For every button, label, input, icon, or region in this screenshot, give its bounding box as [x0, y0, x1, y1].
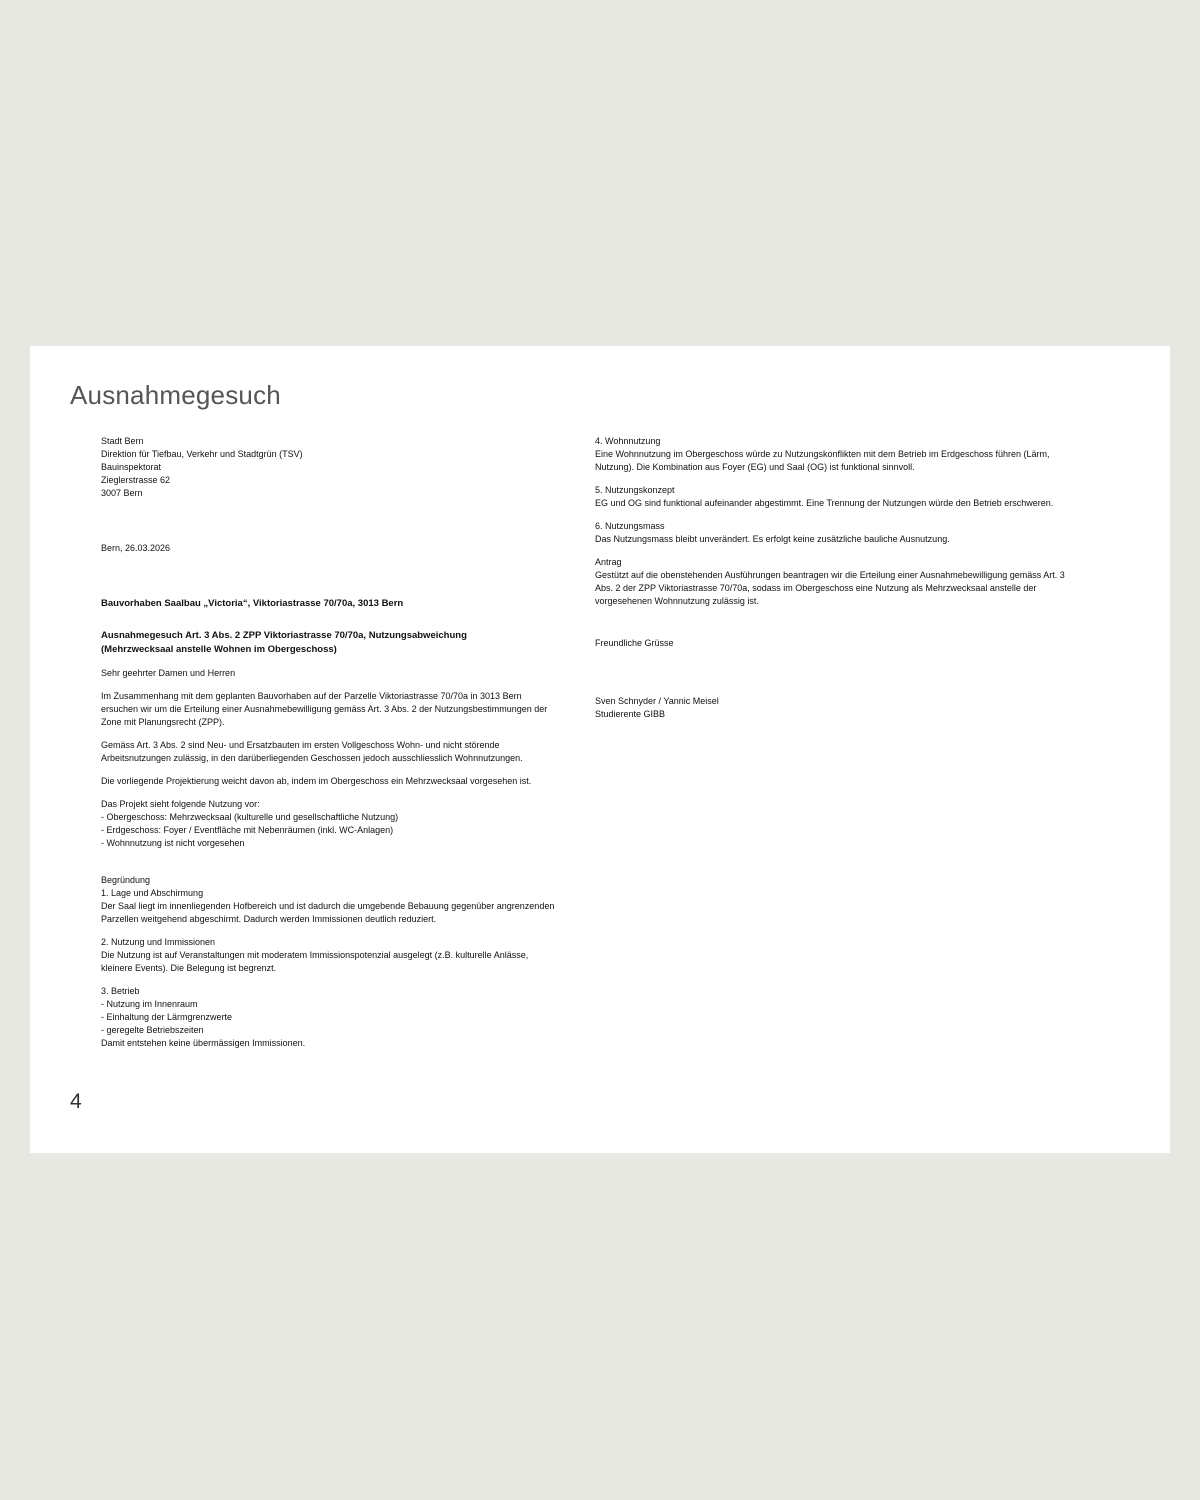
section-title: 2. Nutzung und Immissionen [101, 937, 216, 947]
page-number: 4 [70, 1090, 82, 1113]
signature [595, 695, 1065, 721]
request-subject-line-1: Ausnahmegesuch Art. 3 Abs. 2 ZPP Viktoriastrasse 70/70a, Nutzungsabweichung [101, 630, 467, 641]
request-subject [101, 629, 561, 657]
intro-paragraph-3: Die vorliegende Projektierung weicht davon ab, indem im Obergeschoss ein Mehrzwecksaal vorgesehen ist. [101, 776, 532, 786]
page-title: Ausnahmegesuch [70, 380, 281, 410]
address-line: Bauinspektorat [101, 462, 162, 472]
right-column [595, 435, 1065, 721]
signature-names: Sven Schnyder / Yannic Meisel [595, 696, 719, 706]
usage-list [101, 798, 561, 850]
usage-heading: Das Projekt sieht folgende Nutzung vor: [101, 799, 260, 809]
salutation: Sehr geehrter Damen und Herren [101, 668, 236, 678]
date-line: Bern, 26.03.2026 [101, 543, 171, 553]
request-section [595, 556, 1065, 608]
section-text: EG und OG sind funktional aufeinander abgestimmt. Eine Trennung der Nutzungen würde den Betrieb erschweren. [595, 498, 1054, 508]
justification-section-3 [101, 985, 561, 1050]
justification-section-5 [595, 484, 1065, 510]
request-title: Antrag [595, 557, 622, 567]
signature-role: Studierente GIBB [595, 709, 666, 719]
section-item: - Nutzung im Innenraum [101, 999, 198, 1009]
usage-item: - Wohnnutzung ist nicht vorgesehen [101, 838, 245, 848]
section-text: Eine Wohnnutzung im Obergeschoss würde zu Nutzungskonflikten mit dem Betrieb im Erdgeschoss führen (Lärm, Nutzung). Die Kombination aus Foyer (EG) und Saal (OG) ist funktional sinnvoll. [595, 449, 1050, 472]
recipient-address [101, 435, 561, 500]
justification-section-6 [595, 520, 1065, 546]
intro-paragraph-1: Im Zusammenhang mit dem geplanten Bauvorhaben auf der Parzelle Viktoriastrasse 70/70a in 3013 Bern ersuchen wir um die Erteilung einer Ausnahmebewilligung gemäss Art. 3 Abs. 2 der Nutzungsbestimmungen der Zone mit Planungsrecht (ZPP). [101, 691, 548, 727]
section-item: - geregelte Betriebszeiten [101, 1025, 204, 1035]
section-text: Der Saal liegt im innenliegenden Hofbereich und ist dadurch die umgebende Bebauung gegenüber angrenzenden Parzellen weitgehend abgeschirmt. Dadurch werden Immissionen deutlich reduziert. [101, 901, 555, 924]
justification-heading: Begründung [101, 875, 151, 885]
address-line: Zieglerstrasse 62 [101, 475, 171, 485]
section-title: 4. Wohnnutzung [595, 436, 661, 446]
closing: Freundliche Grüsse [595, 638, 674, 648]
section-title: 5. Nutzungskonzept [595, 485, 675, 495]
address-line: 3007 Bern [101, 488, 143, 498]
left-column [101, 435, 561, 1050]
justification-section-4 [595, 435, 1065, 474]
usage-item: - Obergeschoss: Mehrzwecksaal (kulturelle und gesellschaftliche Nutzung) [101, 812, 399, 822]
address-line: Direktion für Tiefbau, Verkehr und Stadtgrün (TSV) [101, 449, 303, 459]
section-title: 1. Lage und Abschirmung [101, 888, 204, 898]
justification-section-2 [101, 936, 561, 975]
section-text: Die Nutzung ist auf Veranstaltungen mit moderatem Immissionspotenzial ausgelegt (z.B. kulturelle Anlässe, kleinere Events). Die Belegung ist begrenzt. [101, 950, 529, 973]
request-text: Gestützt auf die obenstehenden Ausführungen beantragen wir die Erteilung einer Ausnahmebewilligung gemäss Art. 3 Abs. 2 der ZPP Viktoriastrasse 70/70a, sodass im Obergeschoss eine Nutzung als Mehrzwecksaal anstelle der vorgesehenen Wohnnutzung zulässig ist. [595, 570, 1065, 606]
request-subject-line-2: (Mehrzwecksaal anstelle Wohnen im Obergeschoss) [101, 644, 337, 655]
justification-section-1 [101, 874, 561, 926]
section-title: 3. Betrieb [101, 986, 140, 996]
section-conclusion: Damit entstehen keine übermässigen Immissionen. [101, 1038, 306, 1048]
section-title: 6. Nutzungsmass [595, 521, 665, 531]
section-item: - Einhaltung der Lärmgrenzwerte [101, 1012, 233, 1022]
address-line: Stadt Bern [101, 436, 144, 446]
intro-paragraph-2: Gemäss Art. 3 Abs. 2 sind Neu- und Ersatzbauten im ersten Vollgeschoss Wohn- und nicht störende Arbeitsnutzungen zulässig, in den darüberliegenden Geschossen jedoch ausschliesslich Wohnnutzungen. [101, 740, 523, 763]
section-text: Das Nutzungsmass bleibt unverändert. Es erfolgt keine zusätzliche bauliche Ausnutzung. [595, 534, 950, 544]
usage-item: - Erdgeschoss: Foyer / Eventfläche mit Nebenräumen (inkl. WC-Anlagen) [101, 825, 394, 835]
document-page [30, 346, 1170, 1153]
project-subject: Bauvorhaben Saalbau „Victoria“, Viktoriastrasse 70/70a, 3013 Bern [101, 598, 404, 609]
